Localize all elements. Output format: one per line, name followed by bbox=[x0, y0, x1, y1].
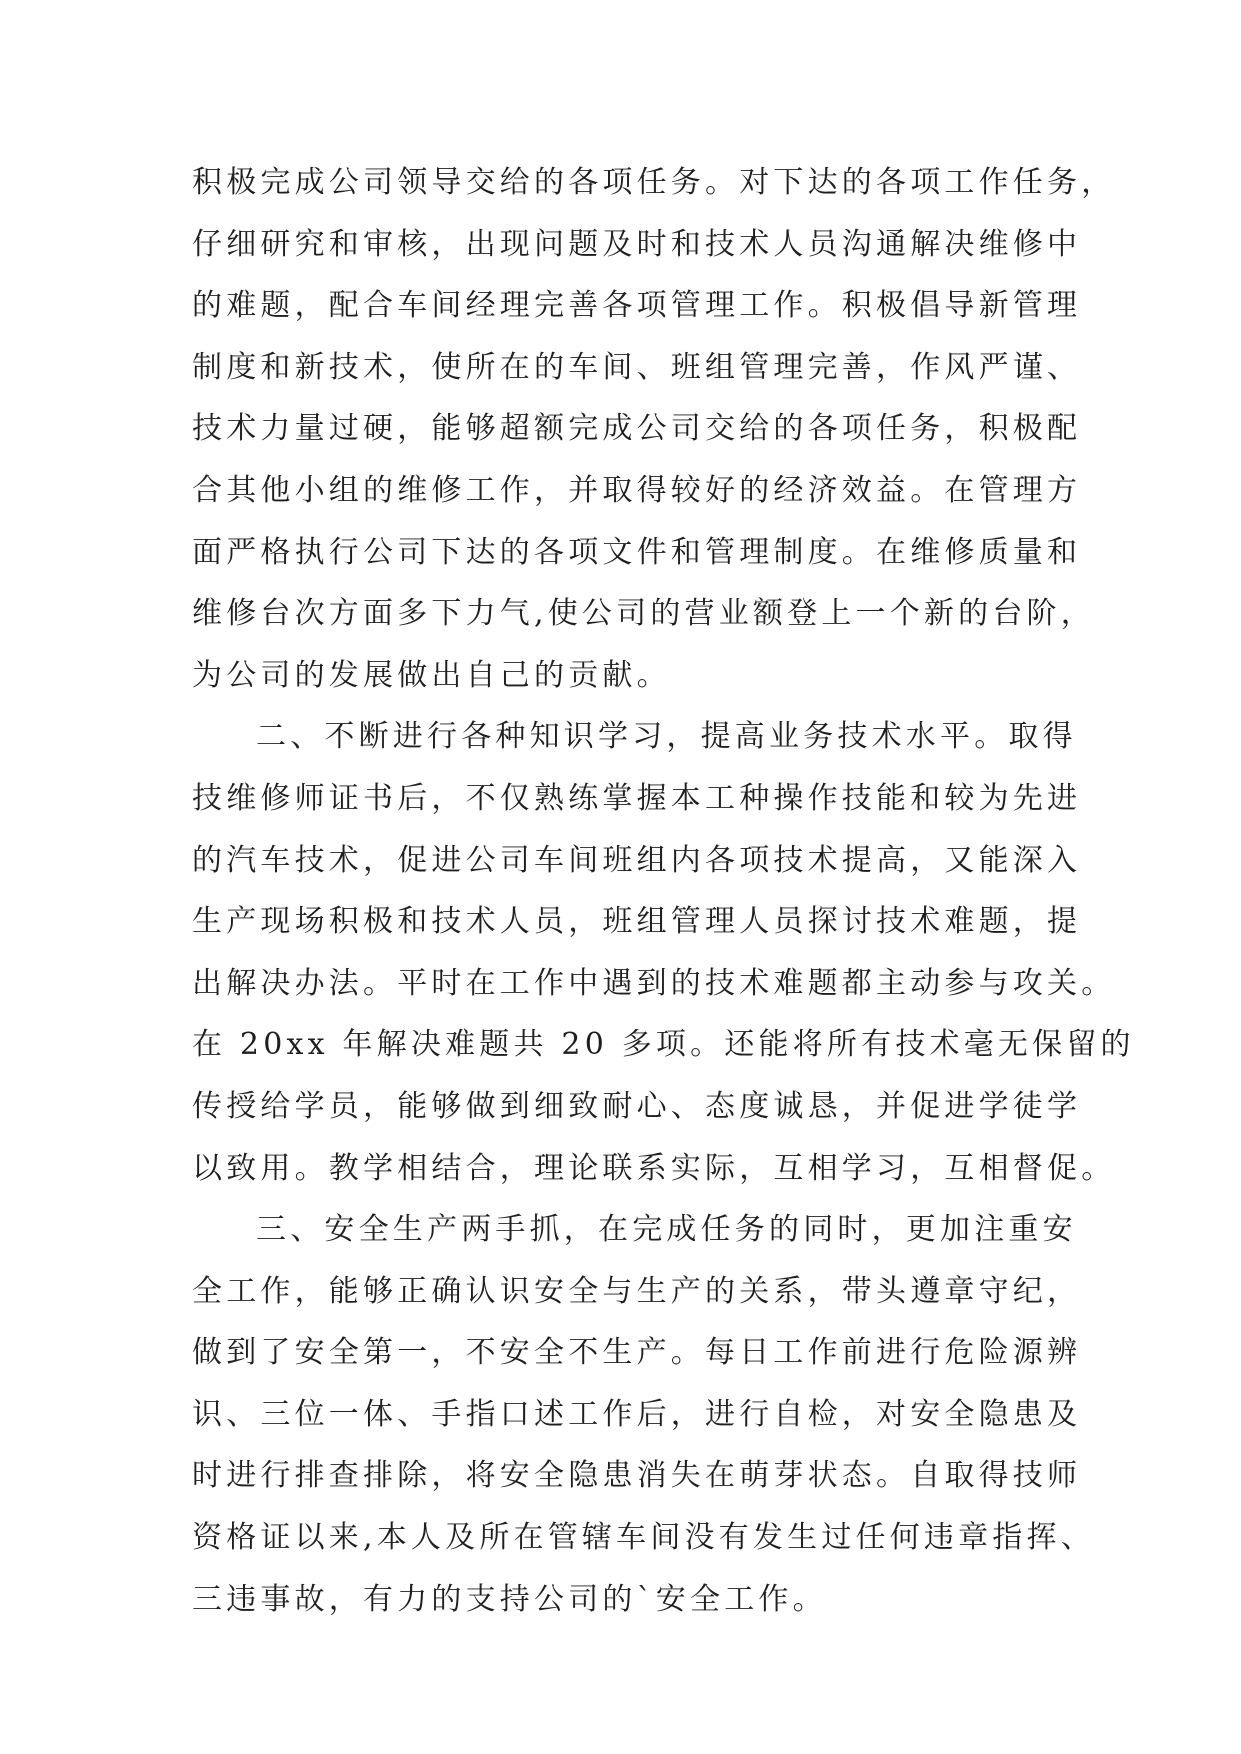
text-line: 资格证以来,本人及所在管辖车间没有发生过任何违章指挥、 bbox=[192, 1520, 1095, 1556]
body-text bbox=[192, 162, 1135, 1640]
text-line: 出解决办法。平时在工作中遇到的技术难题都主动参与攻关。 bbox=[192, 965, 1116, 1001]
text-line: 在 20xx 年解决难题共 20 多项。还能将所有技术毫无保留的 bbox=[192, 1027, 1135, 1063]
text-line: 面严格执行公司下达的各项文件和管理制度。在维修质量和 bbox=[192, 534, 1082, 570]
text-line: 的难题，配合车间经理完善各项管理工作。积极倡导新管理 bbox=[192, 288, 1082, 324]
text-line: 制度和新技术，使所在的车间、班组管理完善，作风严谨、 bbox=[192, 349, 1082, 385]
text-line: 传授给学员，能够做到细致耐心、态度诚恳，并促进学徒学 bbox=[192, 1088, 1082, 1124]
text-line: 的汽车技术，促进公司车间班组内各项技术提高，又能深入 bbox=[192, 842, 1082, 878]
paragraph-2-first-line: 二、不断进行各种知识学习，提高业务技术水平。取得 bbox=[256, 719, 1077, 755]
paragraph-3-first-line: 三、安全生产两手抓，在完成任务的同时，更加注重安 bbox=[256, 1212, 1077, 1248]
text-line: 技术力量过硬，能够超额完成公司交给的各项任务，积极配 bbox=[192, 411, 1082, 447]
text-line: 时进行排查排除，将安全隐患消失在萌芽状态。自取得技师 bbox=[192, 1458, 1082, 1494]
text-line: 合其他小组的维修工作，并取得较好的经济效益。在管理方 bbox=[192, 472, 1082, 508]
text-line: 积极完成公司领导交给的各项任务。对下达的各项工作任务， bbox=[192, 165, 1116, 200]
text-line: 仔细研究和审核，出现问题及时和技术人员沟通解决维修中 bbox=[192, 226, 1082, 262]
text-line: 做到了安全第一，不安全不生产。每日工作前进行危险源辨 bbox=[192, 1335, 1082, 1371]
text-line: 全工作，能够正确认识安全与生产的关系，带头遵章守纪， bbox=[192, 1273, 1082, 1309]
text-line: 为公司的发展做出自己的贡献。 bbox=[192, 657, 671, 693]
text-line: 维修台次方面多下力气,使公司的营业额登上一个新的台阶， bbox=[192, 596, 1095, 632]
text-line: 识、三位一体、手指口述工作后，进行自检，对安全隐患及 bbox=[192, 1396, 1082, 1432]
text-line: 技维修师证书后，不仅熟练掌握本工种操作技能和较为先进 bbox=[192, 780, 1082, 816]
text-line: 三违事故，有力的支持公司的`安全工作。 bbox=[192, 1581, 827, 1617]
text-line: 生产现场积极和技术人员，班组管理人员探讨技术难题，提 bbox=[192, 904, 1082, 940]
text-line: 以致用。教学相结合，理论联系实际，互相学习，互相督促。 bbox=[192, 1150, 1116, 1186]
